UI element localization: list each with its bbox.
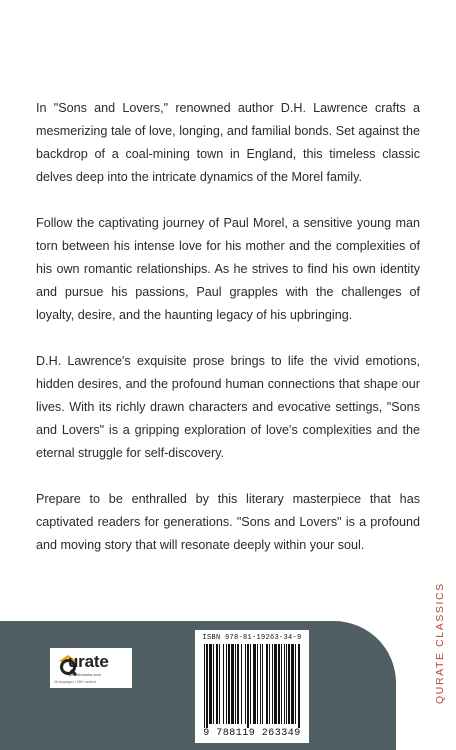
blurb-paragraph-3: D.H. Lawrence's exquisite prose brings to life the vivid emotions, hidden desires, and the profound human connections that shape our lives. With its richly drawn characters and evocative settings, "Sons and Lovers" is a gripping exploration of love's complexities and the eternal struggle for self-discovery. [36,354,420,460]
barcode-bar [245,644,246,724]
barcode-bar [278,644,280,724]
barcode-image [204,644,300,728]
barcode-bar [286,644,287,724]
barcode-bar [226,644,227,724]
barcode-bar [241,644,242,724]
barcode-bar [209,644,212,724]
barcode-bar [250,644,251,724]
barcode-bar [237,644,239,724]
isbn-text: ISBN 978-81-19263-34-9 [202,634,302,642]
blurb-paragraph-4: Prepare to be enthralled by this literary masterpiece that has captivated readers for generations. "Sons and Lovers" is a profound and moving story that will resonate deeply within your soul. [36,492,420,552]
barcode-bar [231,644,234,724]
barcode-bar [291,644,294,724]
barcode-bar [213,644,214,724]
barcode-bar [274,644,277,724]
publisher-website: qurateboooks.com [68,672,101,677]
barcode-bar [281,644,282,724]
barcode-bar [272,644,273,724]
publisher-wordmark: urate [68,652,109,671]
barcode-bar [235,644,236,724]
back-cover-blurb [36,97,420,580]
barcode-bar [266,644,268,724]
barcode-bar [253,644,256,724]
barcode-bar [204,644,205,728]
barcode-bar [206,644,208,728]
blurb-paragraph-2: Follow the captivating journey of Paul Morel, a sensitive young man torn between his intense love for his mother and the complexities of his own romantic relationships. As he strives to find his own identity and pursue his passions, Paul grapples with the challenges of loyalty, desire, and the haunting legacy of his upbringing. [36,216,420,322]
barcode-bar [288,644,290,724]
publisher-logo [50,648,132,688]
barcode-bar [257,644,258,724]
barcode-bar [284,644,285,724]
barcode-bar [216,644,218,724]
barcode-block [195,630,309,743]
barcode-bar [298,644,300,728]
barcode-number: 9 788119 263349 [203,728,301,739]
barcode-bar [269,644,270,724]
barcode-bar [228,644,230,724]
barcode-bar [219,644,220,724]
blurb-paragraph-1: In "Sons and Lovers," renowned author D.H. Lawrence crafts a mesmerizing tale of love, longing, and familial bonds. Set against the backdrop of a coal-mining town in England, this timeless classic delves deep into the intricate dynamics of the Morel family. [36,101,420,184]
barcode-bar [262,644,263,724]
barcode-bar [247,644,249,728]
barcode-bar [223,644,224,724]
barcode-bar [295,644,296,724]
series-label: QURATE CLASSICS [434,582,446,704]
barcode-bar [260,644,261,724]
publisher-tagline: 25 languages • 180+ authors [54,680,97,684]
